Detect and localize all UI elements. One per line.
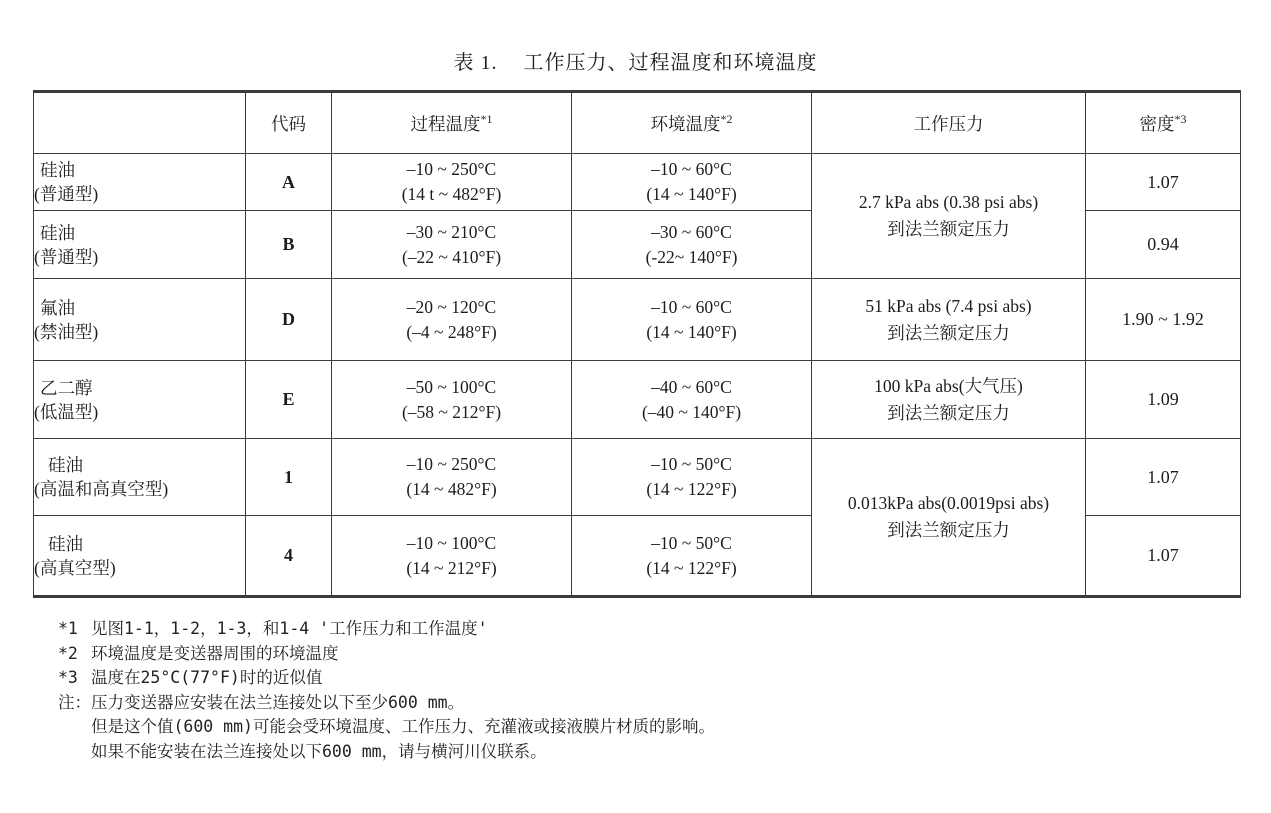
fluid-name-line2: (禁油型) [34, 321, 99, 342]
temp-fahrenheit: (14 ~ 140°F) [646, 184, 737, 204]
note-indent [58, 740, 91, 765]
code-cell: 4 [246, 516, 332, 597]
spec-table [33, 90, 1241, 598]
fluid-name-cell [34, 516, 246, 597]
density-cell: 1.07 [1086, 516, 1241, 597]
footnote-2 [58, 642, 715, 667]
fluid-name-cell [34, 279, 246, 361]
density-cell: 1.90 ~ 1.92 [1086, 279, 1241, 361]
table-row [34, 279, 1241, 361]
pressure-line1: 0.013kPa abs(0.0019psi abs) [847, 493, 1050, 513]
note-indent [58, 715, 91, 740]
temp-celsius: –40 ~ 60°C [651, 376, 732, 397]
header-working-pressure: 工作压力 [812, 92, 1086, 154]
table-row [34, 154, 1241, 211]
working-pressure-cell [812, 154, 1086, 279]
note-marker: 注： [58, 692, 91, 712]
pressure-line2: 到法兰额定压力 [887, 219, 1010, 239]
code-cell: 1 [246, 439, 332, 516]
temp-celsius: –10 ~ 60°C [651, 296, 732, 317]
working-pressure-cell [812, 279, 1086, 361]
process-temp-cell [332, 211, 572, 279]
ambient-temp-cell [572, 154, 812, 211]
fluid-name-line1: 硅油 [48, 455, 83, 475]
footnote-text: 环境温度是变送器周围的环境温度 [91, 643, 339, 663]
temp-fahrenheit: (14 ~ 140°F) [646, 321, 737, 342]
footnotes-block [58, 617, 715, 765]
fluid-name-line2: (高温和高真空型) [34, 479, 169, 499]
temp-celsius: –10 ~ 50°C [651, 454, 732, 474]
fluid-name-line2: (普通型) [34, 184, 99, 204]
fluid-name-line2: (普通型) [34, 246, 99, 267]
ambient-temp-cell [572, 439, 812, 516]
temp-celsius: –10 ~ 100°C [406, 532, 497, 553]
header-ambient-temp: 环境温度$^{*2}$ [572, 92, 812, 154]
pressure-line1: 51 kPa abs (7.4 psi abs) [865, 295, 1032, 316]
temp-celsius: –10 ~ 250°C [406, 159, 497, 179]
temp-fahrenheit: (14 ~ 122°F) [646, 479, 737, 499]
header-density: 密度$^{*3}$ [1086, 92, 1241, 154]
temp-celsius: –30 ~ 60°C [651, 221, 732, 242]
temp-celsius: –10 ~ 50°C [651, 532, 732, 553]
footnote-marker: *3 [58, 668, 78, 688]
temp-fahrenheit: (14 ~ 122°F) [646, 557, 737, 578]
note-line-1 [58, 691, 715, 716]
footnote-3 [58, 666, 715, 691]
ambient-temp-cell [572, 361, 812, 439]
footnote-text: 温度在25°C(77°F)时的近似值 [91, 668, 323, 688]
temp-fahrenheit: (–22 ~ 410°F) [401, 246, 502, 267]
footnote-text: 见图1-1，1-2，1-3，和1-4 '工作压力和工作温度' [91, 619, 488, 638]
table-row [34, 439, 1241, 516]
footnote-marker: *2 [58, 643, 78, 663]
temp-fahrenheit: (14 t ~ 482°F) [401, 184, 502, 204]
footnote-ref-2: *2 [720, 111, 733, 126]
working-pressure-cell [812, 439, 1086, 597]
pressure-line1: 100 kPa abs(大气压) [874, 375, 1023, 396]
density-cell: 0.94 [1086, 211, 1241, 279]
fluid-name-line2: (低温型) [34, 401, 99, 422]
temp-celsius: –10 ~ 60°C [651, 159, 732, 179]
table-title [0, 46, 1271, 75]
fluid-name-cell [34, 211, 246, 279]
temp-fahrenheit: (–4 ~ 248°F) [406, 321, 497, 342]
fluid-name-cell [34, 439, 246, 516]
note-text: 如果不能安装在法兰连接处以下600 mm，请与横河川仪联系。 [91, 741, 547, 761]
pressure-line2: 到法兰额定压力 [887, 322, 1010, 343]
density-cell: 1.07 [1086, 439, 1241, 516]
process-temp-cell [332, 279, 572, 361]
density-cell: 1.09 [1086, 361, 1241, 439]
temp-fahrenheit: (–58 ~ 212°F) [401, 401, 502, 422]
fluid-name-line1: 硅油 [40, 222, 75, 243]
working-pressure-cell [812, 361, 1086, 439]
code-cell: D [246, 279, 332, 361]
footnote-marker: *1 [58, 619, 78, 638]
header-code: 代码 [246, 92, 332, 154]
process-temp-cell [332, 439, 572, 516]
temp-fahrenheit: (-22~ 140°F) [645, 246, 738, 267]
code-cell: A [246, 154, 332, 211]
code-cell: E [246, 361, 332, 439]
header-empty-cell [34, 92, 246, 154]
pressure-line1: 2.7 kPa abs (0.38 psi abs) [858, 192, 1039, 212]
pressure-line2: 到法兰额定压力 [887, 520, 1010, 540]
table-number: 表 1. [453, 52, 498, 74]
temp-celsius: –10 ~ 250°C [406, 454, 497, 474]
header-process-temp: 过程温度$^{*1}$ [332, 92, 572, 154]
fluid-name-line1: 硅油 [48, 533, 83, 554]
process-temp-cell [332, 516, 572, 597]
temp-celsius: –20 ~ 120°C [406, 296, 497, 317]
fluid-name-line1: 氟油 [40, 297, 75, 318]
fluid-name-cell [34, 154, 246, 211]
note-line-3 [58, 740, 715, 765]
footnote-1 [58, 617, 715, 642]
note-line-2 [58, 715, 715, 740]
ambient-temp-cell [572, 516, 812, 597]
ambient-temp-cell [572, 211, 812, 279]
footnote-ref-1: *1 [480, 111, 493, 126]
temp-fahrenheit: (14 ~ 212°F) [406, 557, 497, 578]
process-temp-cell [332, 361, 572, 439]
footnote-ref-3: *3 [1174, 111, 1187, 126]
table-title-text: 工作压力、过程温度和环境温度 [523, 52, 818, 74]
pressure-line2: 到法兰额定压力 [887, 402, 1010, 423]
temp-fahrenheit: (14 ~ 482°F) [406, 479, 497, 499]
fluid-name-line1: 乙二醇 [40, 377, 93, 398]
density-cell: 1.07 [1086, 154, 1241, 211]
note-text: 但是这个值(600 mm)可能会受环境温度、工作压力、充灌液或接液膜片材质的影响。 [91, 717, 715, 737]
ambient-temp-cell [572, 279, 812, 361]
fluid-name-line1: 硅油 [40, 160, 75, 180]
table-row [34, 361, 1241, 439]
temp-celsius: –50 ~ 100°C [406, 376, 497, 397]
fluid-name-cell [34, 361, 246, 439]
fluid-name-line2: (高真空型) [34, 557, 116, 578]
process-temp-cell [332, 154, 572, 211]
temp-celsius: –30 ~ 210°C [406, 221, 497, 242]
code-cell: B [246, 211, 332, 279]
header-row [34, 92, 1241, 154]
note-text: 压力变送器应安装在法兰连接处以下至少600 mm。 [91, 692, 465, 712]
temp-fahrenheit: (–40 ~ 140°F) [641, 401, 742, 422]
